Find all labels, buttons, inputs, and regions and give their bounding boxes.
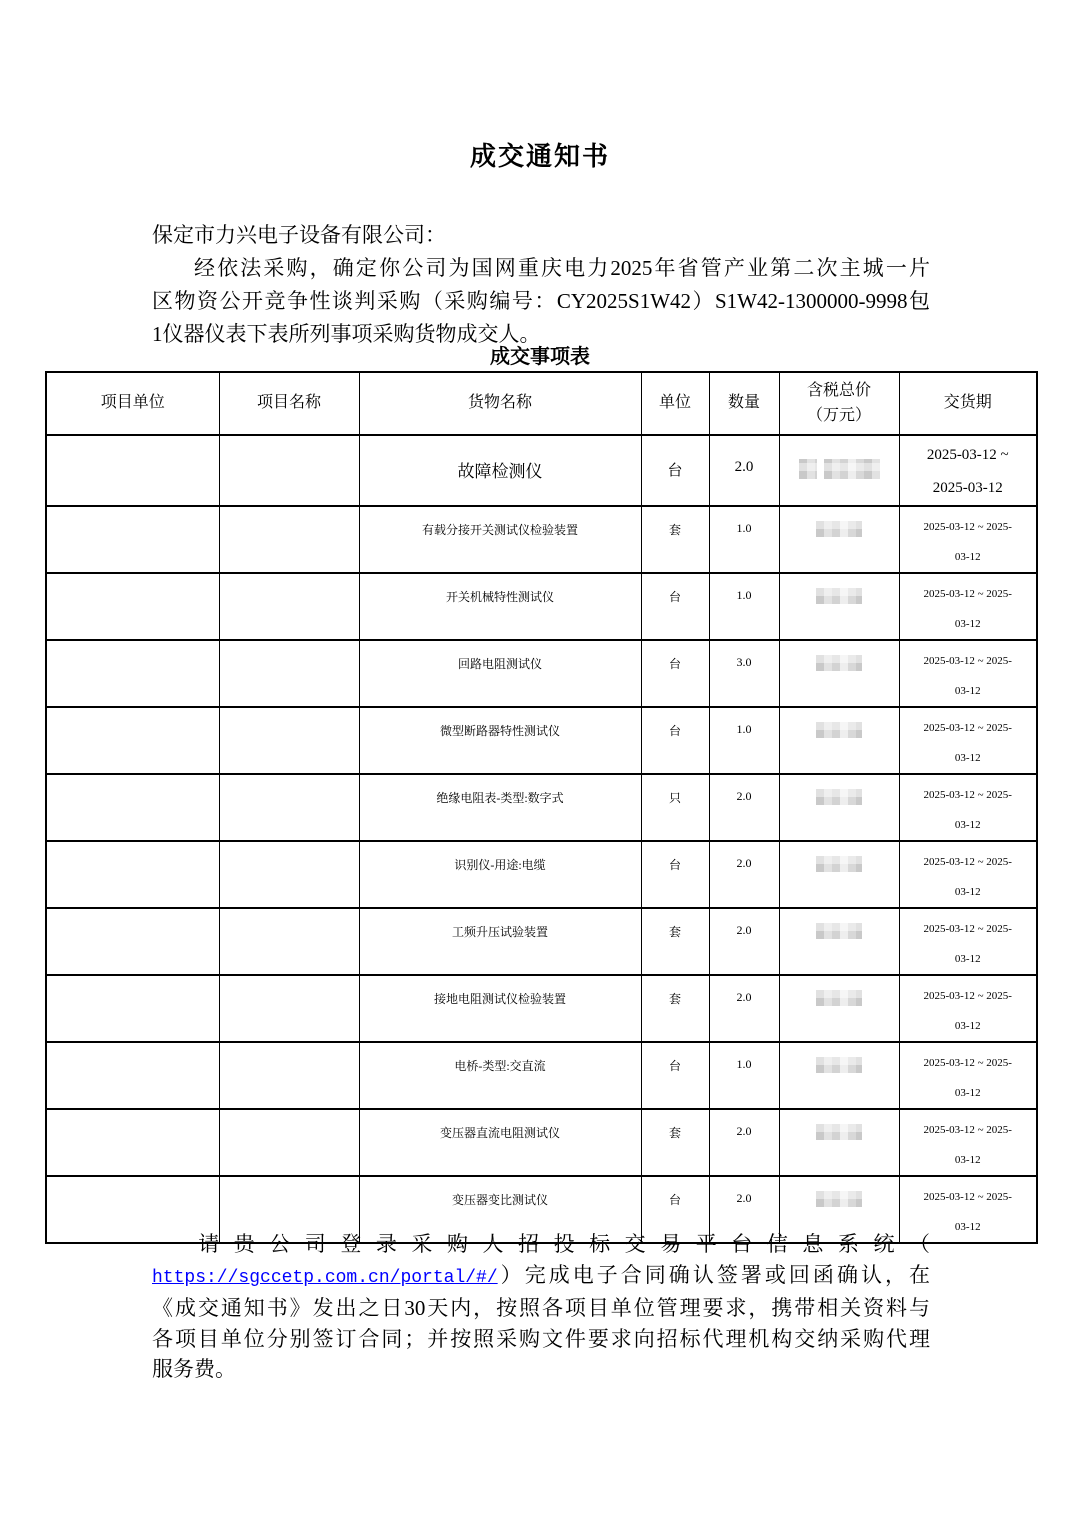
goods-name: 开关机械特性测试仪 xyxy=(445,590,554,604)
table-row xyxy=(46,1042,1037,1109)
project-unit-cell xyxy=(46,640,219,707)
delivery-line2: 03-12 xyxy=(954,1154,981,1166)
goods-name-cell xyxy=(359,573,641,640)
project-unit-cell xyxy=(46,774,219,841)
redacted-price-blob xyxy=(816,789,862,805)
redacted-price-blob xyxy=(816,1057,862,1073)
unit-value: 台 xyxy=(668,1059,681,1073)
project-unit-cell xyxy=(46,435,219,506)
delivery-cell xyxy=(899,573,1037,640)
table-row xyxy=(46,774,1037,841)
price-cell xyxy=(779,975,899,1042)
project-name-cell xyxy=(219,506,359,573)
project-unit-cell xyxy=(46,841,219,908)
delivery-line2: 03-12 xyxy=(954,819,981,831)
delivery-line1: 2025-03-12 ~ 2025- xyxy=(923,923,1012,935)
quantity-cell xyxy=(709,841,779,908)
unit-value: 套 xyxy=(668,523,681,537)
redacted-price-blob xyxy=(824,459,880,479)
goods-name-cell xyxy=(359,841,641,908)
goods-name: 绝缘电阻表-类型:数字式 xyxy=(436,791,564,805)
intro-line: 1仪器仪表下表所列事项采购货物成交人。 xyxy=(152,322,541,346)
project-name-cell xyxy=(219,841,359,908)
quantity-cell xyxy=(709,435,779,506)
project-name-cell xyxy=(219,707,359,774)
delivery-line2: 03-12 xyxy=(954,618,981,630)
quantity-cell xyxy=(709,640,779,707)
delivery-line1: 2025-03-12 ~ 2025- xyxy=(923,521,1012,533)
header-price xyxy=(779,372,899,435)
unit-value: 台 xyxy=(668,724,681,738)
table-body xyxy=(46,435,1037,1243)
footer-line1: 请贵公司登录采购人招投标交易平台信息系统（ xyxy=(198,1232,930,1256)
delivery-cell xyxy=(899,908,1037,975)
project-unit-cell xyxy=(46,506,219,573)
delivery-cell xyxy=(899,975,1037,1042)
intro-line: 区物资公开竞争性谈判采购（采购编号：CY2025S1W42）S1W42-1300000-9998包 xyxy=(152,289,930,313)
quantity-cell xyxy=(709,573,779,640)
goods-name-cell xyxy=(359,908,641,975)
delivery-cell xyxy=(899,841,1037,908)
unit-value: 台 xyxy=(668,590,681,604)
delivery-cell xyxy=(899,435,1037,506)
delivery-line1: 2025-03-12 ~ 2025- xyxy=(923,722,1012,734)
project-unit-cell xyxy=(46,707,219,774)
quantity-value: 2.0 xyxy=(734,459,754,475)
header-price-line2: （万元） xyxy=(806,406,871,424)
quantity-value: 1.0 xyxy=(736,521,752,535)
delivery-line1: 2025-03-12 ~ 2025- xyxy=(923,1057,1012,1069)
unit-value: 套 xyxy=(668,925,681,939)
price-cell xyxy=(779,1042,899,1109)
delivery-line1: 2025-03-12 ~ 2025- xyxy=(923,1124,1012,1136)
footer-line3: 《成交通知书》发出之日30天内，按照各项目单位管理要求，携带相关资料与 xyxy=(152,1296,930,1320)
project-name-cell xyxy=(219,774,359,841)
unit-value: 套 xyxy=(668,1126,681,1140)
table-row xyxy=(46,908,1037,975)
goods-name: 故障检测仪 xyxy=(457,462,543,481)
delivery-cell xyxy=(899,640,1037,707)
project-name-cell xyxy=(219,908,359,975)
redacted-price-blob xyxy=(816,990,862,1006)
delivery-cell xyxy=(899,1109,1037,1176)
header-quantity: 数量 xyxy=(709,372,779,435)
goods-name: 回路电阻测试仪 xyxy=(457,657,542,671)
delivery-line1: 2025-03-12 ~ 2025- xyxy=(923,588,1012,600)
unit-cell xyxy=(641,908,709,975)
quantity-cell xyxy=(709,707,779,774)
delivery-line1: 2025-03-12 ~ 2025- xyxy=(923,655,1012,667)
unit-cell xyxy=(641,774,709,841)
intro-line: 经依法采购，确定你公司为国网重庆电力2025年省管产业第二次主城一片 xyxy=(194,256,930,280)
table-header xyxy=(46,372,1037,435)
footer-line4: 各项目单位分别签订合同；并按照采购文件要求向招标代理机构交纳采购代理 xyxy=(152,1326,930,1351)
unit-value: 台 xyxy=(668,657,681,671)
price-cell xyxy=(779,1109,899,1176)
unit-value: 台 xyxy=(668,1193,681,1207)
unit-cell xyxy=(641,506,709,573)
goods-name: 变压器变比测试仪 xyxy=(451,1193,548,1207)
goods-name: 工频升压试验装置 xyxy=(451,925,548,939)
redacted-price-blob xyxy=(816,1191,862,1207)
price-cell xyxy=(779,435,899,506)
project-name-cell xyxy=(219,573,359,640)
quantity-value: 2.0 xyxy=(736,990,752,1004)
quantity-value: 2.0 xyxy=(736,923,752,937)
delivery-line2: 03-12 xyxy=(954,1221,981,1233)
header-price-line1: 含税总价 xyxy=(806,381,871,399)
table-row xyxy=(46,1109,1037,1176)
goods-name-cell xyxy=(359,774,641,841)
footer-paragraph xyxy=(152,1229,930,1385)
redacted-price-blob xyxy=(816,722,862,738)
table-row xyxy=(46,975,1037,1042)
delivery-line2: 2025-03-12 xyxy=(932,480,1003,496)
quantity-value: 1.0 xyxy=(736,722,752,736)
price-cell xyxy=(779,908,899,975)
unit-cell xyxy=(641,640,709,707)
goods-name: 接地电阻测试仪检验装置 xyxy=(433,992,566,1006)
intro-paragraph xyxy=(152,252,930,351)
footer-line5: 服务费。 xyxy=(152,1357,236,1381)
delivery-line1: 2025-03-12 ~ xyxy=(926,447,1009,463)
quantity-value: 2.0 xyxy=(736,1191,752,1205)
quantity-value: 2.0 xyxy=(736,1124,752,1138)
quantity-value: 2.0 xyxy=(736,856,752,870)
goods-name: 有载分接开关测试仪检验装置 xyxy=(421,523,578,537)
redacted-price-blob xyxy=(816,1124,862,1140)
goods-name-cell xyxy=(359,975,641,1042)
delivery-line2: 03-12 xyxy=(954,752,981,764)
price-cell xyxy=(779,841,899,908)
unit-cell xyxy=(641,1042,709,1109)
delivery-line2: 03-12 xyxy=(954,953,981,965)
quantity-cell xyxy=(709,1109,779,1176)
goods-name-cell xyxy=(359,1042,641,1109)
page-title: 成交通知书 xyxy=(469,142,610,171)
header-project-name: 项目名称 xyxy=(219,372,359,435)
quantity-cell xyxy=(709,506,779,573)
delivery-line1: 2025-03-12 ~ 2025- xyxy=(923,990,1012,1002)
goods-name: 电桥-类型:交直流 xyxy=(454,1059,546,1073)
project-name-cell xyxy=(219,435,359,506)
unit-cell xyxy=(641,573,709,640)
quantity-value: 3.0 xyxy=(736,655,752,669)
quantity-value: 2.0 xyxy=(736,789,752,803)
table-title: 成交事项表 xyxy=(490,346,590,368)
goods-name: 识别仪-用途:电缆 xyxy=(454,858,546,872)
unit-cell xyxy=(641,841,709,908)
delivery-cell xyxy=(899,506,1037,573)
goods-name: 变压器直流电阻测试仪 xyxy=(439,1126,560,1140)
delivery-line2: 03-12 xyxy=(954,551,981,563)
price-cell xyxy=(779,640,899,707)
redacted-price-blob xyxy=(799,459,817,479)
project-unit-cell xyxy=(46,975,219,1042)
table-row xyxy=(46,506,1037,573)
redacted-price-blob xyxy=(816,655,862,671)
unit-value: 套 xyxy=(668,992,681,1006)
delivery-line1: 2025-03-12 ~ 2025- xyxy=(923,856,1012,868)
quantity-value: 1.0 xyxy=(736,1057,752,1071)
price-cell xyxy=(779,774,899,841)
delivery-line2: 03-12 xyxy=(954,1020,981,1032)
goods-name-cell xyxy=(359,1109,641,1176)
header-delivery: 交货期 xyxy=(899,372,1037,435)
quantity-cell xyxy=(709,1042,779,1109)
goods-name-cell xyxy=(359,707,641,774)
delivery-line2: 03-12 xyxy=(954,685,981,697)
project-name-cell xyxy=(219,1042,359,1109)
table-row xyxy=(46,841,1037,908)
unit-value: 只 xyxy=(668,791,681,805)
delivery-cell xyxy=(899,707,1037,774)
delivery-line1: 2025-03-12 ~ 2025- xyxy=(923,789,1012,801)
redacted-price-blob xyxy=(816,521,862,537)
recipient-line: 保定市力兴电子设备有限公司： xyxy=(152,223,446,247)
redacted-price-blob xyxy=(816,856,862,872)
delivery-line2: 03-12 xyxy=(954,886,981,898)
header-goods-name: 货物名称 xyxy=(359,372,641,435)
portal-link[interactable]: https://sgccetp.com.cn/portal/#/ xyxy=(152,1267,498,1288)
goods-name-cell xyxy=(359,506,641,573)
table-row xyxy=(46,707,1037,774)
unit-value: 台 xyxy=(668,858,681,872)
table-row xyxy=(46,640,1037,707)
unit-cell xyxy=(641,435,709,506)
quantity-cell xyxy=(709,908,779,975)
delivery-line2: 03-12 xyxy=(954,1087,981,1099)
quantity-value: 1.0 xyxy=(736,588,752,602)
delivery-cell xyxy=(899,1042,1037,1109)
quantity-cell xyxy=(709,975,779,1042)
project-name-cell xyxy=(219,640,359,707)
project-unit-cell xyxy=(46,1109,219,1176)
footer-line2-text: ）完成电子合同确认签署或回函确认，在 xyxy=(497,1262,930,1287)
project-unit-cell xyxy=(46,1042,219,1109)
redacted-price-blob xyxy=(816,923,862,939)
unit-value: 台 xyxy=(667,463,683,479)
redacted-price-blob xyxy=(816,588,862,604)
table-row xyxy=(46,573,1037,640)
unit-cell xyxy=(641,707,709,774)
goods-name: 微型断路器特性测试仪 xyxy=(439,724,560,738)
delivery-cell xyxy=(899,774,1037,841)
price-cell xyxy=(779,573,899,640)
price-cell xyxy=(779,506,899,573)
project-name-cell xyxy=(219,975,359,1042)
quantity-cell xyxy=(709,774,779,841)
price-cell xyxy=(779,707,899,774)
delivery-line1: 2025-03-12 ~ 2025- xyxy=(923,1191,1012,1203)
goods-name-cell xyxy=(359,640,641,707)
header-unit: 单位 xyxy=(641,372,709,435)
table-row xyxy=(46,435,1037,506)
unit-cell xyxy=(641,1109,709,1176)
goods-name-cell xyxy=(359,435,641,506)
header-project-unit: 项目单位 xyxy=(46,372,219,435)
deal-items-table xyxy=(45,371,1038,1244)
project-unit-cell xyxy=(46,908,219,975)
project-name-cell xyxy=(219,1109,359,1176)
project-unit-cell xyxy=(46,573,219,640)
footer-line2 xyxy=(152,1260,930,1294)
unit-cell xyxy=(641,975,709,1042)
